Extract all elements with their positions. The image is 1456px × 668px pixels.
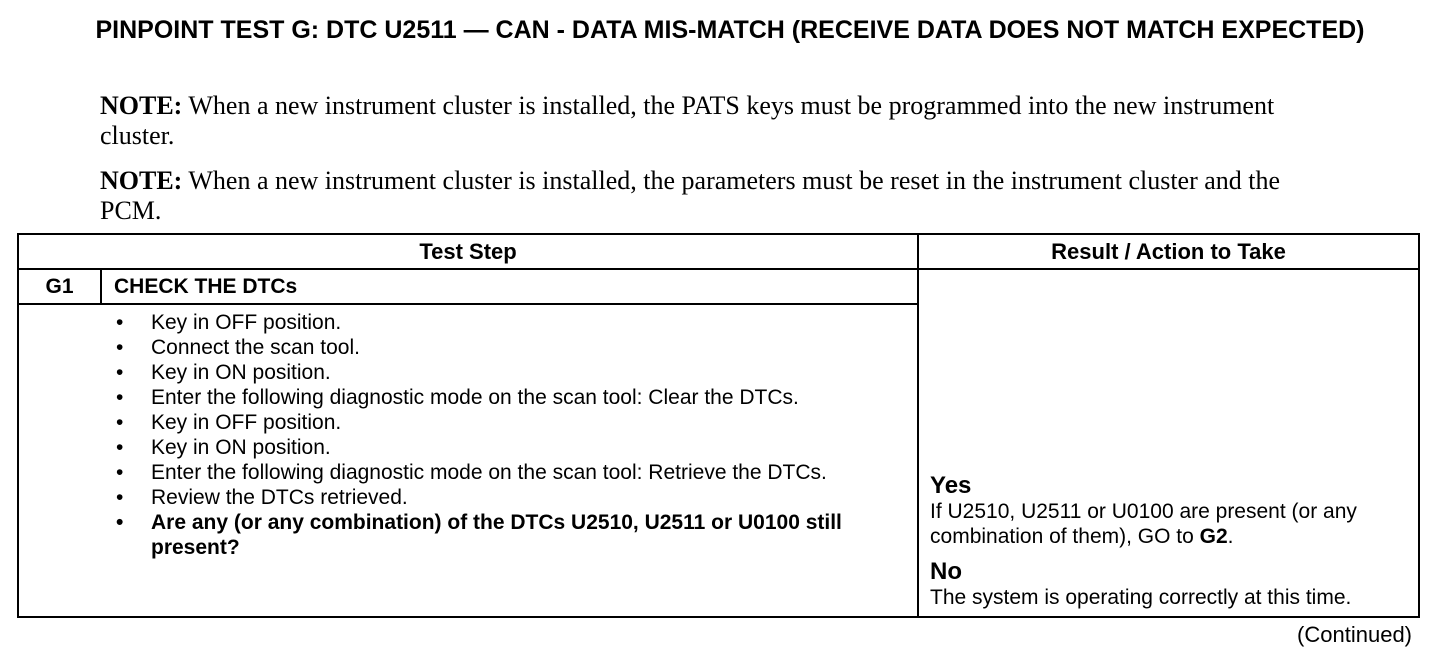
list-item: • Key in OFF position. [111,310,851,335]
note-parameters-reset [100,166,1340,226]
list-item: • Key in ON position. [111,360,851,385]
list-item-question: • Are any (or any combination) of the DTCs U2510, U2511 or U0100 still present? [111,510,851,560]
list-item: • Review the DTCs retrieved. [111,485,851,510]
pinpoint-test-table [17,233,1420,618]
list-item: • Key in OFF position. [111,410,851,435]
list-item: • Key in ON position. [111,435,851,460]
result-no-label: No [930,558,963,585]
goto-g2-link: G2 [1199,525,1228,548]
step-id-blank [18,304,101,617]
step-actions-list [101,310,917,560]
table-header-row [18,234,1419,269]
step-heading: CHECK THE DTCs [101,269,918,304]
note-label: NOTE: [100,166,183,195]
step-heading-row [18,269,1419,304]
note-label: NOTE: [100,91,183,120]
note-text: When a new instrument cluster is installed, the PATS keys must be programmed into the new instrument cluster. [100,91,1275,150]
result-no-text: The system is operating correctly at this time. [930,586,1352,609]
step-id: G1 [18,269,101,304]
header-result-action: Result / Action to Take [918,234,1419,269]
step-actions-cell [101,304,918,617]
list-item: • Connect the scan tool. [111,335,851,360]
result-cell [918,269,1419,617]
note-pats-keys [100,91,1340,151]
result-yes-label: Yes [930,472,972,499]
list-item: • Enter the following diagnostic mode on the scan tool: Retrieve the DTCs. [111,460,851,485]
note-text: When a new instrument cluster is installed, the parameters must be reset in the instrument cluster and the PCM. [100,166,1281,225]
header-test-step: Test Step [18,234,918,269]
continued-label: (Continued) [1297,622,1412,647]
list-item: • Enter the following diagnostic mode on the scan tool: Clear the DTCs. [111,385,851,410]
page-title: PINPOINT TEST G: DTC U2511 — CAN - DATA MIS-MATCH (RECEIVE DATA DOES NOT MATCH EXPECTED) [95,16,1365,44]
result-yes-text: If U2510, U2511 or U0100 are present (or any combination of them), GO to G2. [930,500,1357,548]
